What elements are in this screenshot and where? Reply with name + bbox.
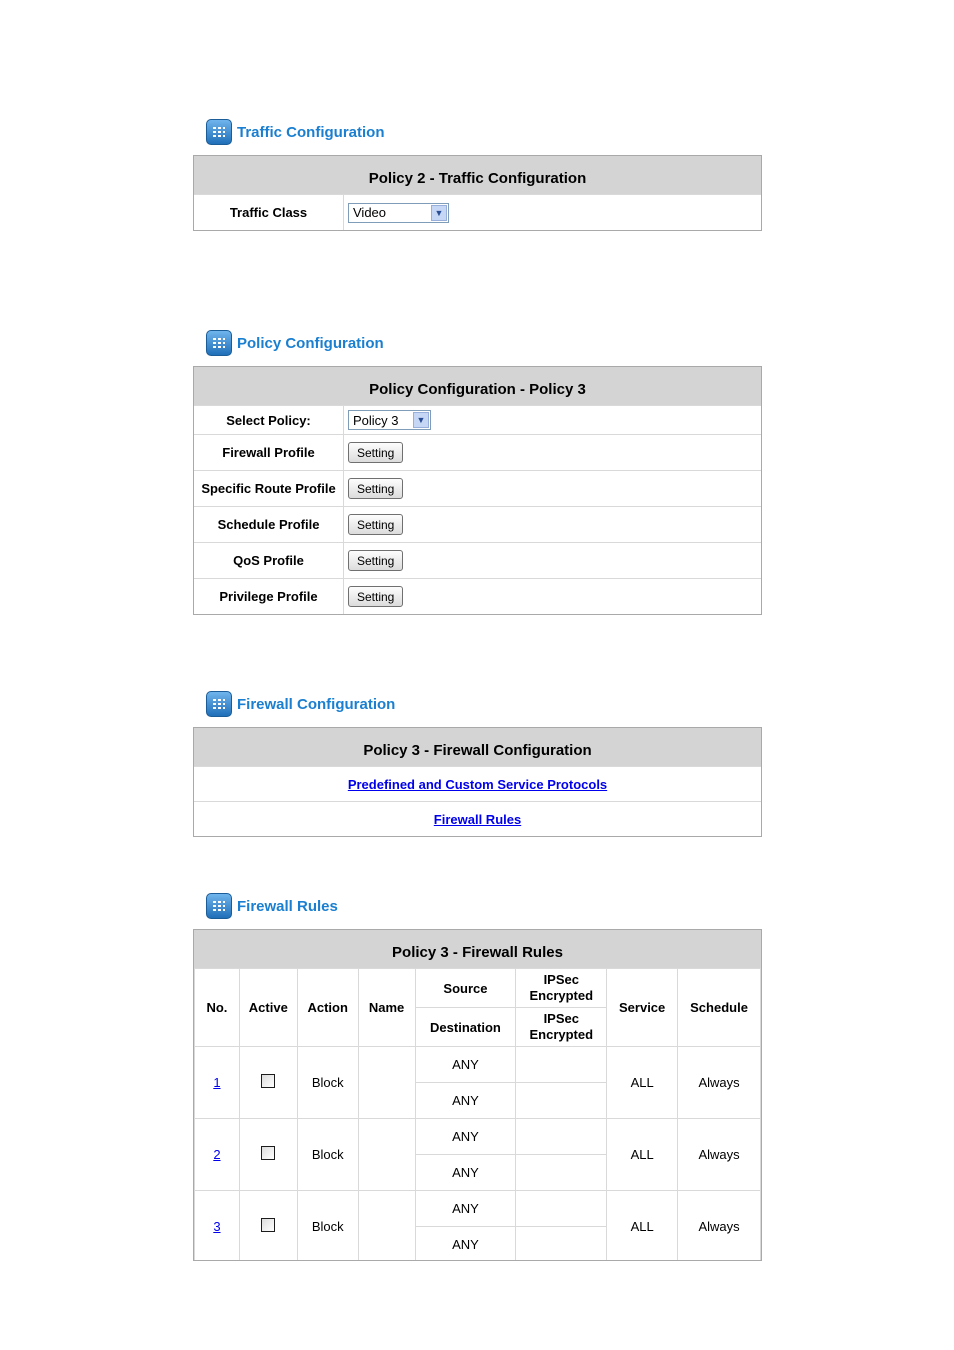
qos-profile-label: QoS Profile — [194, 543, 344, 578]
rule-service: ALL — [607, 1191, 678, 1262]
firewall-profile-row — [194, 434, 761, 470]
rule-ipsec-destination — [516, 1227, 607, 1262]
privilege-profile-row — [194, 578, 761, 614]
col-action: Action — [297, 969, 358, 1047]
firewall-profile-setting-button[interactable]: Setting — [348, 442, 403, 463]
col-active: Active — [239, 969, 297, 1047]
rule-destination: ANY — [415, 1155, 516, 1191]
firewall-config-title: Firewall Configuration — [237, 695, 396, 713]
firewall-rules-panel — [193, 929, 762, 1261]
col-destination: Destination — [415, 1008, 516, 1047]
traffic-config-title: Traffic Configuration — [237, 123, 385, 141]
select-policy-label: Select Policy: — [194, 406, 344, 434]
grid-icon — [206, 691, 232, 717]
table-row — [195, 1119, 761, 1155]
rule-service: ALL — [607, 1047, 678, 1119]
qos-profile-row — [194, 542, 761, 578]
rule-ipsec-destination — [516, 1155, 607, 1191]
policy-config-panel — [193, 366, 762, 615]
active-checkbox[interactable] — [261, 1074, 275, 1088]
schedule-profile-setting-button[interactable]: Setting — [348, 514, 403, 535]
policy-config-title: Policy Configuration — [237, 334, 384, 352]
grid-icon — [206, 119, 232, 145]
col-name: Name — [358, 969, 415, 1047]
rule-action: Block — [297, 1047, 358, 1119]
active-checkbox[interactable] — [261, 1146, 275, 1160]
firewall-rules-header: Policy 3 - Firewall Rules — [194, 930, 761, 968]
select-policy-dropdown[interactable] — [348, 410, 431, 430]
policy-config-section-title — [206, 330, 384, 356]
select-policy-row — [194, 405, 761, 434]
rule-schedule: Always — [678, 1119, 761, 1191]
firewall-rules-link-row — [194, 801, 761, 836]
traffic-class-label: Traffic Class — [194, 195, 344, 230]
chevron-down-icon[interactable]: ▼ — [413, 412, 429, 428]
traffic-config-panel — [193, 155, 762, 231]
rule-source: ANY — [415, 1047, 516, 1083]
grid-icon — [206, 330, 232, 356]
rule-source: ANY — [415, 1191, 516, 1227]
col-service: Service — [607, 969, 678, 1047]
rule-ipsec-source — [516, 1191, 607, 1227]
col-ipsec-destination: IPSec Encrypted — [516, 1008, 607, 1047]
privilege-profile-label: Privilege Profile — [194, 579, 344, 614]
rule-ipsec-source — [516, 1047, 607, 1083]
schedule-profile-row — [194, 506, 761, 542]
rule-ipsec-source — [516, 1119, 607, 1155]
firewall-config-panel — [193, 727, 762, 837]
select-policy-value: Policy 3 — [353, 412, 399, 428]
table-row — [195, 1191, 761, 1227]
col-source: Source — [415, 969, 516, 1008]
firewall-profile-label: Firewall Profile — [194, 435, 344, 470]
traffic-class-select[interactable] — [348, 203, 449, 223]
firewall-rules-table — [194, 968, 761, 1261]
rule-action: Block — [297, 1119, 358, 1191]
active-checkbox[interactable] — [261, 1218, 275, 1232]
col-schedule: Schedule — [678, 969, 761, 1047]
traffic-class-row — [194, 194, 761, 230]
traffic-config-section-title — [206, 119, 385, 145]
rule-ipsec-destination — [516, 1083, 607, 1119]
rule-schedule: Always — [678, 1191, 761, 1262]
qos-profile-setting-button[interactable]: Setting — [348, 550, 403, 571]
table-row — [195, 1047, 761, 1083]
policy-config-header: Policy Configuration - Policy 3 — [194, 367, 761, 405]
specific-route-profile-setting-button[interactable]: Setting — [348, 478, 403, 499]
firewall-rules-link[interactable]: Firewall Rules — [433, 811, 522, 827]
rule-number-link[interactable]: 1 — [213, 1075, 221, 1090]
rule-destination: ANY — [415, 1083, 516, 1119]
chevron-down-icon[interactable]: ▼ — [431, 205, 447, 221]
rule-number-link[interactable]: 2 — [213, 1147, 221, 1162]
specific-route-profile-row — [194, 470, 761, 506]
specific-route-profile-label: Specific Route Profile — [194, 471, 344, 506]
rule-name — [358, 1119, 415, 1191]
grid-icon — [206, 893, 232, 919]
firewall-rules-title: Firewall Rules — [237, 897, 338, 915]
traffic-config-header: Policy 2 - Traffic Configuration — [194, 156, 761, 194]
rule-schedule: Always — [678, 1047, 761, 1119]
firewall-config-header: Policy 3 - Firewall Configuration — [194, 728, 761, 766]
col-ipsec-source: IPSec Encrypted — [516, 969, 607, 1008]
privilege-profile-setting-button[interactable]: Setting — [348, 586, 403, 607]
rule-action: Block — [297, 1191, 358, 1262]
rule-service: ALL — [607, 1119, 678, 1191]
rule-number-link[interactable]: 3 — [213, 1219, 221, 1234]
service-protocols-row — [194, 766, 761, 801]
rule-destination: ANY — [415, 1227, 516, 1262]
rule-name — [358, 1047, 415, 1119]
service-protocols-link[interactable]: Predefined and Custom Service Protocols — [347, 776, 608, 792]
rule-name — [358, 1191, 415, 1262]
rule-source: ANY — [415, 1119, 516, 1155]
firewall-rules-section-title — [206, 893, 338, 919]
col-no: No. — [195, 969, 240, 1047]
traffic-class-value: Video — [353, 205, 387, 220]
firewall-config-section-title — [206, 691, 395, 717]
schedule-profile-label: Schedule Profile — [194, 507, 344, 542]
